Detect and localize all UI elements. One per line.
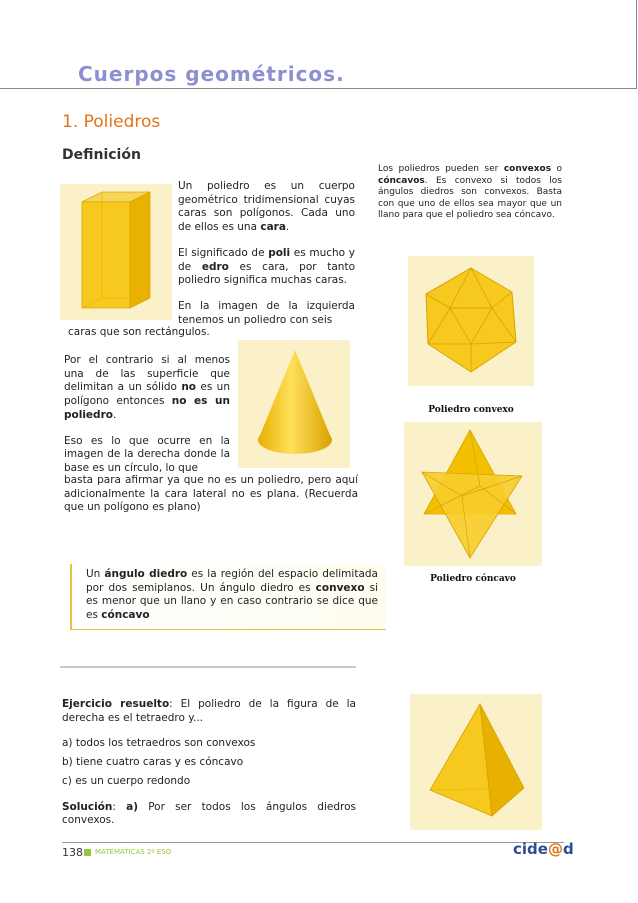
subject-marker-icon bbox=[84, 849, 91, 856]
tetrahedron-image bbox=[410, 694, 542, 830]
exercise-intro: Ejercicio resuelto: El poliedro de la figura de la derecha es el tetraedro y... bbox=[62, 698, 356, 724]
definition-paragraph-1: Un poliedro es un cuerpo geométrico tridimensional cuyas caras son polígonos. Cada uno de ellos es una cara. bbox=[178, 180, 355, 234]
section-title: 1. Poliedros bbox=[62, 112, 161, 132]
footer-rule bbox=[62, 842, 564, 843]
caption-convex: Poliedro convexo bbox=[428, 405, 514, 415]
subject-label: MATEMÁTICAS 2º ESO bbox=[95, 848, 172, 856]
icosahedron-image bbox=[408, 256, 534, 386]
sidebar-text: Los poliedros pueden ser convexos o cóncavos. Es convexo si todos los ángulos diedros son convexos. Basta con que uno de ellos sea mayor que un llano para que el poliedro sea cóncavo. bbox=[378, 164, 563, 220]
page-number: 138 bbox=[62, 846, 83, 859]
section-divider bbox=[60, 666, 356, 668]
chapter-title: Cuerpos geométricos. bbox=[78, 62, 345, 86]
definition-paragraph-4: Por el contrario si al menos una de las superficie que delimitan a un sólido no es un polígono entonces no es un poliedro. bbox=[64, 354, 231, 421]
prism-image bbox=[60, 184, 172, 320]
exercise-option-b: b) tiene cuatro caras y es cóncavo bbox=[62, 756, 244, 769]
subsection-title: Definición bbox=[62, 147, 141, 163]
cone-image bbox=[238, 340, 350, 468]
definition-paragraph-3-end: caras que son rectángulos. bbox=[68, 326, 210, 338]
definition-paragraph-2: El significado de poli es mucho y de edro es cara, por tanto poliedro significa muchas caras. bbox=[178, 246, 356, 287]
caption-concave: Poliedro cóncavo bbox=[430, 574, 516, 584]
exercise-option-c: c) es un cuerpo redondo bbox=[62, 774, 191, 787]
exercise-option-a: a) todos los tetraedros son convexos bbox=[62, 737, 256, 750]
exercise-solution: Solución: a) Por ser todos los ángulos diedros convexos. bbox=[62, 800, 356, 827]
dihedral-angle-note bbox=[70, 564, 386, 630]
cidead-logo: cide@d bbox=[513, 840, 574, 858]
note-text: Un ángulo diedro es la región del espacio delimitada por dos semiplanos. Un ángulo diedro es convexo si es menor que un llano y en caso contrario se dice que es cóncavo bbox=[86, 568, 379, 622]
definition-paragraph-5: Eso es lo que ocurre en la imagen de la derecha donde la base es un círculo, lo que bbox=[64, 434, 230, 474]
definition-paragraph-3: En la imagen de la izquierda tenemos un poliedro con seis bbox=[178, 299, 355, 326]
stellated-octahedron-image bbox=[404, 422, 542, 566]
definition-paragraph-5-end: basta para afirmar ya que no es un poliedro, pero aquí adicionalmente la cara lateral no es plana. (Recuerda que un polígono es plano) bbox=[64, 474, 358, 514]
